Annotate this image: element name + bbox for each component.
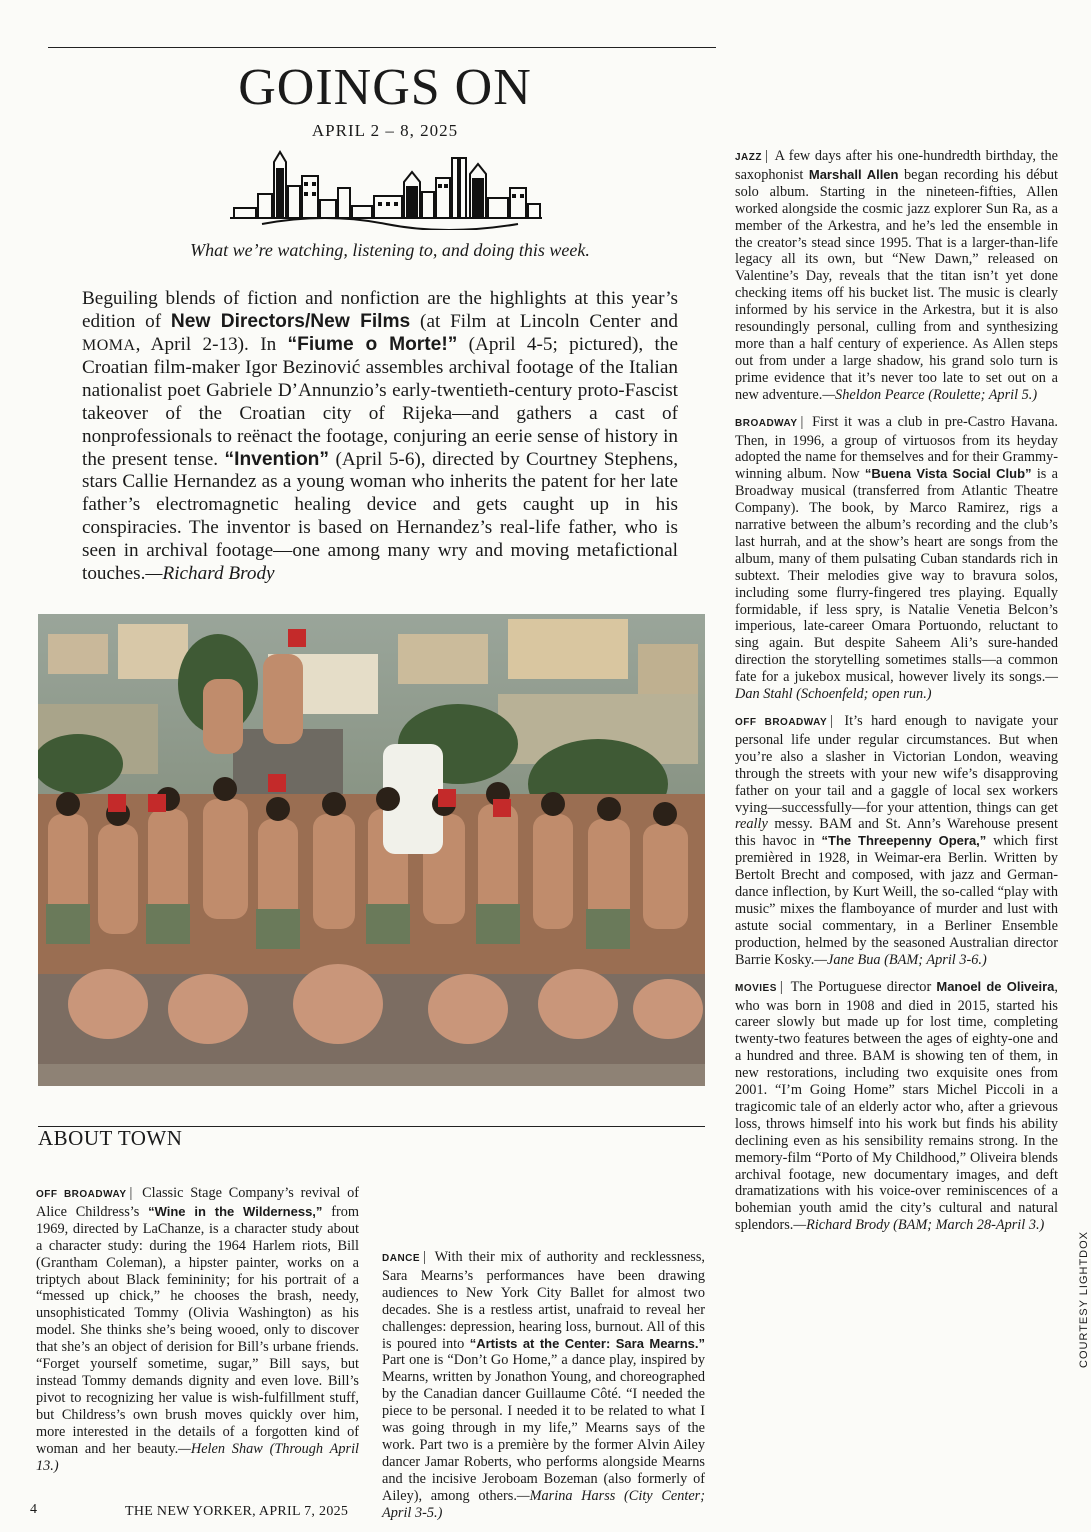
listing-byline: —Dan Stahl (Schoenfeld; open run.) <box>735 669 1058 703</box>
column-middle <box>382 1195 705 1532</box>
listing-text: Classic Stage Company’s revival of Alice Childress’s <box>36 1185 359 1220</box>
separator: | <box>830 713 834 729</box>
listing-text: from 1969, directed by LaChanze, is a character study about a character study: during the 1964 Harlem riots, Bill (Grantham Coleman), a hipster painter, works on a triptych about Black femininity; for his portrait of a “messed up chick,” he chooses the brash, needy, unsophisticated Tommy (Olivia Washington) as his model. She thinks she’s being wooed, only to discover that she’s an object of derision for Bill’s urbane friends. “Forget yourself sometime, sugar,” Bill says, but instead Tommy demands dignity and even love. Bill’s pivot to recognizing her value is wish-fulfillment stuff, but Childress’s own brush moves quickly over him, more interested in the details of a forgotten kind of woman and her beauty. <box>36 1203 360 1457</box>
intro-text-4: (April 4-5; pictured), the Croatian film-maker Igor Bezinović assembles archival footage of the Italian nationalist poet Gabriele D’Annunzio’s early-twentieth-century proto-Fascist takeover of the Croatian city of Rijeka—and gathers a cast of nonprofessionals to reënact the footage, conjuring an eerie sense of history in the present tense. <box>82 333 678 470</box>
about-town-heading: ABOUT TOWN <box>38 1126 183 1150</box>
category-label: OFF BROADWAY <box>735 717 828 728</box>
listing-movies <box>735 979 1058 1235</box>
separator: | <box>129 1185 133 1201</box>
separator: | <box>779 978 783 995</box>
listing-byline: —Sheldon Pearce (Roulette; April 5.) <box>822 386 1038 403</box>
listing-text: The Portuguese director <box>785 978 937 995</box>
show-title: “Buena Vista Social Club” <box>864 466 1032 482</box>
event-title-new-directors: New Directors/New Films <box>170 310 411 332</box>
intro-byline: —Richard Brody <box>145 562 275 584</box>
category-label: JAZZ <box>735 152 762 163</box>
listing-text: Part one is “Don’t Go Home,” a dance play, inspired by Mearns, written by Jonathon Young, and choreographed by the Canadian dancer Guillaume Côté. “I needed the piece to be personal. I needed it to be related to what I was going through in my life,” Mearns says of the work. Part two is a première by the former Alvin Ailey dancer Jamar Roberts, who performs alongside Mearns and the incisive Jeroboam Bozeman (also formerly of Ailey), among others. <box>382 1352 705 1504</box>
separator: | <box>765 148 768 164</box>
listing-text: began recording his début solo album. Starting in the nineteen-fifties, Allen worked alongside the cosmic jazz explorer Sun Ra, as a member of the Arkestra, and he’s led the ensemble in the creator’s stead since 1995. That is a larger-than-life legacy all its own, but “New Dawn,” released on Valentine’s Day, reveals that the titan isn’t yet done checking items off his bucket list. The music is clearly informed by his service in the Arkestra, but it is also resoundingly personal, culling from and synthesizing more than a half century of experience. As Allen steps out from under a large shadow, his grand solo turn is prime evidence that it’s never too late to set out on a new adventure. <box>735 166 1058 403</box>
listing-broadway <box>735 414 1058 703</box>
intro-text-2: (at Film at Lincoln Center and <box>410 310 679 332</box>
intro-text-5: (April 5-6), directed by Courtney Stephens, stars Callie Hernandez as a young woman who inherits the patent for her late father’s electromagnetic healing device and gets caught up in his conspiracies. The inventor is based on Hernandez’s real-life father, who is seen in archival footage—one among many wry and moving metafictional touches. <box>82 448 678 584</box>
separator: | <box>800 413 804 430</box>
listing-text: which first premièred in 1928, in Weimar-era Berlin. Written by Bertolt Brecht and composed, with jazz and German-dance inflection, by Kurt Weill, the so-called “play with music” mixes the flamboyance of murder and lust with astute social commentary, in a Berliner Ensemble production, helmed by the seasoned Australian director Barrie Kosky. <box>735 833 1059 968</box>
artist-name: Marshall Allen <box>808 166 899 182</box>
column-right <box>735 56 1058 1244</box>
listing-dance <box>382 1249 705 1522</box>
listing-text: messy. BAM and St. Ann’s Warehouse present this havoc in <box>735 816 1058 850</box>
listing-text: A few days after his one-hundredth birthday, the saxophonist <box>735 148 1058 183</box>
venue-moma: MOMA <box>82 336 136 354</box>
separator: | <box>423 1249 426 1265</box>
category-label: OFF BROADWAY <box>36 1189 127 1200</box>
photo-credit: COURTESY LIGHTDOX <box>1078 1230 1090 1368</box>
listing-jazz <box>735 148 1058 404</box>
emphasis: really <box>735 816 768 833</box>
listing-byline: —Marina Harss (City Center; April 3-5.) <box>382 1487 705 1521</box>
top-rule-left <box>48 47 716 48</box>
listing-text: First it was a club in pre-Castro Havana. Then, in 1996, a group of virtuosos from its heyday adopted the name for themselves and for their Grammy-winning album. Now <box>735 413 1058 483</box>
listing-byline: —Jane Bua (BAM; April 3-6.) <box>814 951 987 968</box>
page-number: 4 <box>30 1502 37 1517</box>
section-title: GOINGS ON <box>238 59 532 116</box>
issue-dates: APRIL 2 – 8, 2025 <box>311 121 459 140</box>
film-title-invention: “Invention” <box>224 448 329 470</box>
listing-byline: —Richard Brody (BAM; March 28-April 3.) <box>793 1217 1045 1234</box>
director-name: Manoel de Oliveira <box>936 978 1055 994</box>
category-label: BROADWAY <box>735 417 798 429</box>
intro-text-3: , April 2-13). In <box>135 333 288 355</box>
listing-text: is a Broadway musical (transferred from Atlantic Theatre Company). The book, by Marco Ramirez, rigs a narrative between the album’s recording and the club’s last hurrah, and at the show’s heart are songs from the album, many of them pulsating Cuban standards rich in subtext. Their melodies give way to bravura solos, including some flurry-fingered tres playing. Equally formidable, if less spry, is Natalie Venetia Belcon’s imperious, late-career Omara Portuondo, reluctant to sing again. But despite Saheem Ali’s sure-handed direction the storytelling sometimes stalls—a common fate for a jukebox musical, however lively its songs. <box>735 466 1058 686</box>
listing-off-broadway-threepenny <box>735 713 1058 969</box>
listing-off-broadway-wine <box>36 1185 359 1474</box>
film-still-photo <box>38 614 705 1086</box>
intro-text-1: Beguiling blends of fiction and nonfiction are the highlights at this year’s edition of <box>82 288 678 332</box>
show-title: “The Threepenny Opera,” <box>821 833 987 849</box>
magazine-footer: THE NEW YORKER, APRIL 7, 2025 <box>125 1504 349 1519</box>
show-title: “Wine in the Wilderness,” <box>148 1203 323 1219</box>
listing-text: , who was born in 1908 and died in 2015, started his career slowly but made up for lost time, completing twenty-two features between the ages of eighty-one and a hundred and three. BAM is showing ten of them, in new restorations, including two exquisite ones from 2001. “I’m Going Home” stars Michel Piccoli in a tragicomic tale of an elderly actor who, after a grievous loss, throws himself into his work but finds his ability declining even as his sensibility remains strong. In the memory-film “Porto of My Childhood,” Oliveira blends archival footage, new documentary images, and deft dramatizations with his voice-over reminiscences of a bohemian youth amid the city’s cultural and natural splendors. <box>735 978 1058 1234</box>
category-label: DANCE <box>382 1253 421 1264</box>
category-label: MOVIES <box>735 982 777 994</box>
city-skyline-illustration-icon <box>226 148 546 230</box>
show-title: “Artists at the Center: Sara Mearns.” <box>469 1335 705 1351</box>
listing-text: With their mix of authority and recklessness, Sara Mearns’s performances have been drawing audiences to New York City Ballet for almost two decades. She is a restless artist, unafraid to reveal her challenges: depression, hearing loss, burnout. All of this is poured into <box>382 1249 705 1352</box>
tagline: What we’re watching, listening to, and doing this week. <box>190 240 590 260</box>
film-title-fiume: “Fiume o Morte!” <box>287 333 458 355</box>
listing-text: It’s hard enough to navigate your personal life under regular circumstances. But when you’re also a slasher in Victorian London, weaving through the streets with your new wife’s disapproving father on your tail and a gaggle of local sex workers vying—successfully—for your attention, things can get <box>735 713 1058 816</box>
listing-byline: —Helen Shaw (Through April 13.) <box>36 1440 360 1474</box>
column-left <box>36 1185 359 1484</box>
intro-paragraph <box>82 288 678 585</box>
